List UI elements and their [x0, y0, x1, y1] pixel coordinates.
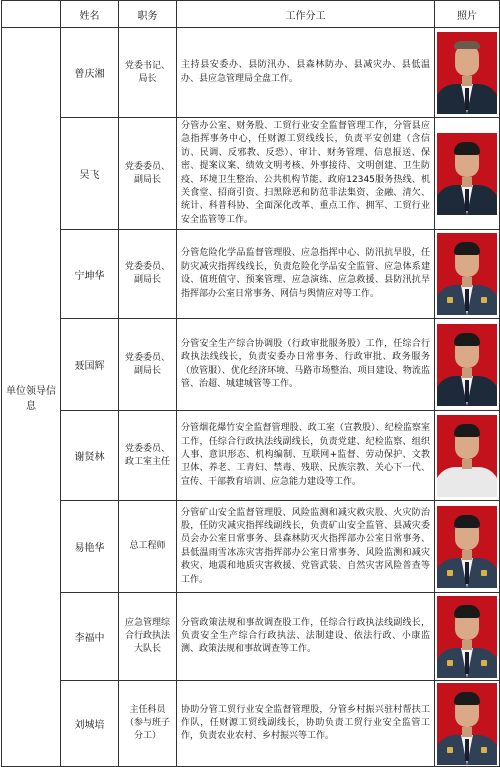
table-row — [2, 681, 500, 767]
portrait-photo — [437, 133, 497, 215]
person-duty: 分管办公室、财务股、工贸行业安全监督管理工作，分管县应急指挥事务中心，任财源工贸线线长，负责平安创建（含信访、民调、反邪教、反恐）、审计、财务管理、信息报送、保密、提案议案、绩效文明考核、外事接待、文明创建、卫生防疫、环境卫生整治、公共机构节能、政府12345服务热线、机关食堂、招商引资、扫黑除恶和防范非法集资、金融、清欠、统计、科普科协、全面深化改革、重点工作、拥军、工贸行业安全监管等工作。 — [177, 118, 435, 230]
header-duty: 工作分工 — [177, 1, 435, 28]
person-name: 易艳华 — [61, 501, 119, 593]
person-role: 党委委员、副局长 — [119, 319, 177, 411]
person-name: 聂国辉 — [61, 319, 119, 411]
table-row — [2, 319, 500, 411]
table-row — [2, 411, 500, 501]
unit-label: 单位领导信息 — [2, 28, 61, 767]
table-row — [2, 501, 500, 593]
person-name: 吴飞 — [61, 118, 119, 230]
portrait-photo — [437, 596, 497, 678]
person-role: 主任科员（参与班子分工） — [119, 681, 177, 767]
portrait-photo — [437, 415, 497, 497]
person-duty: 分管安全生产综合协调股（行政审批服务股）工作，任综合行政执法线线长，负责安委办日常事务、行政审批、政务服务（放管服）、优化经济环境、马路市场整治、项目建设、物流监管、治超、城建城管等工作。 — [177, 319, 435, 411]
portrait-photo — [437, 32, 497, 114]
person-duty: 分管政策法规和事故调查股工作，任综合行政执法线副线长，负责安全生产综合行政执法、法制建设、依法行政、小康监测、政策法规和事故调查等工作。 — [177, 593, 435, 681]
person-role: 党委委员、副局长 — [119, 230, 177, 319]
header-row — [2, 1, 500, 28]
person-role: 党委委员、副局长 — [119, 118, 177, 230]
person-role: 党委委员、政工室主任 — [119, 411, 177, 501]
person-duty: 分管烟花爆竹安全监督管理股、政工室（宣教股）、纪检监察室工作，任综合行政执法线副线长，负责党建、纪检监察、组织人事、意识形态、机构编制、互联网+监督、劳动保护、文教卫体、养老、工青妇、禁毒、残联、民族宗教、关心下一代、宣传、干部教育培训、应急能力建设等工作。 — [177, 411, 435, 501]
leader-info-table — [1, 0, 500, 767]
person-duty: 分管矿山安全监督管理股、风险监测和减灾救灾股、火灾防治股，任防灾减灾指挥线副线长，负责矿山安全监管、县减灾委员会办公室日常事务、县森林防灭火指挥部办公室日常事务、县低温雨雪冰冻灾害指挥部办公室日常事务、风险监测和减灾救灾、地震和地质灾害救援、党管武装、自然灾害风险普查等工作。 — [177, 501, 435, 593]
person-name: 李福中 — [61, 593, 119, 681]
person-role: 总工程师 — [119, 501, 177, 593]
header-empty — [2, 1, 61, 28]
portrait-photo — [437, 683, 497, 765]
portrait-photo — [437, 506, 497, 588]
person-name: 曾庆湘 — [61, 28, 119, 118]
header-role: 职务 — [119, 1, 177, 28]
person-role: 应急管理综合行政执法大队长 — [119, 593, 177, 681]
portrait-photo — [437, 233, 497, 315]
person-duty: 分管危险化学品监督管理股、应急指挥中心、防汛抗旱股，任防灾减灾指挥线线长，负责危险化学品安全监管、应急体系建设、值班值守、预案管理、应急演练、应急救援、县防汛抗旱指挥部办公室日常事务、网信与舆情应对等工作。 — [177, 230, 435, 319]
table-row — [2, 28, 500, 118]
table-row — [2, 230, 500, 319]
person-name: 宁坤华 — [61, 230, 119, 319]
person-role: 党委书记、局长 — [119, 28, 177, 118]
person-duty: 协助分管工贸行业安全监督管理股，分管乡村振兴驻村帮扶工作队，任财源工贸线副线长，协助负责工贸行业安全监管工作，负责农业农村、乡村振兴等工作。 — [177, 681, 435, 767]
header-photo: 照片 — [435, 1, 500, 28]
table-row — [2, 118, 500, 230]
header-name: 姓名 — [61, 1, 119, 28]
person-name: 刘城培 — [61, 681, 119, 767]
table-row — [2, 593, 500, 681]
person-name: 谢贤林 — [61, 411, 119, 501]
person-duty: 主持县安委办、县防汛办、县森林防办、县减灾办、县低温办、县应急管理局全盘工作。 — [177, 28, 435, 118]
portrait-photo — [437, 324, 497, 406]
